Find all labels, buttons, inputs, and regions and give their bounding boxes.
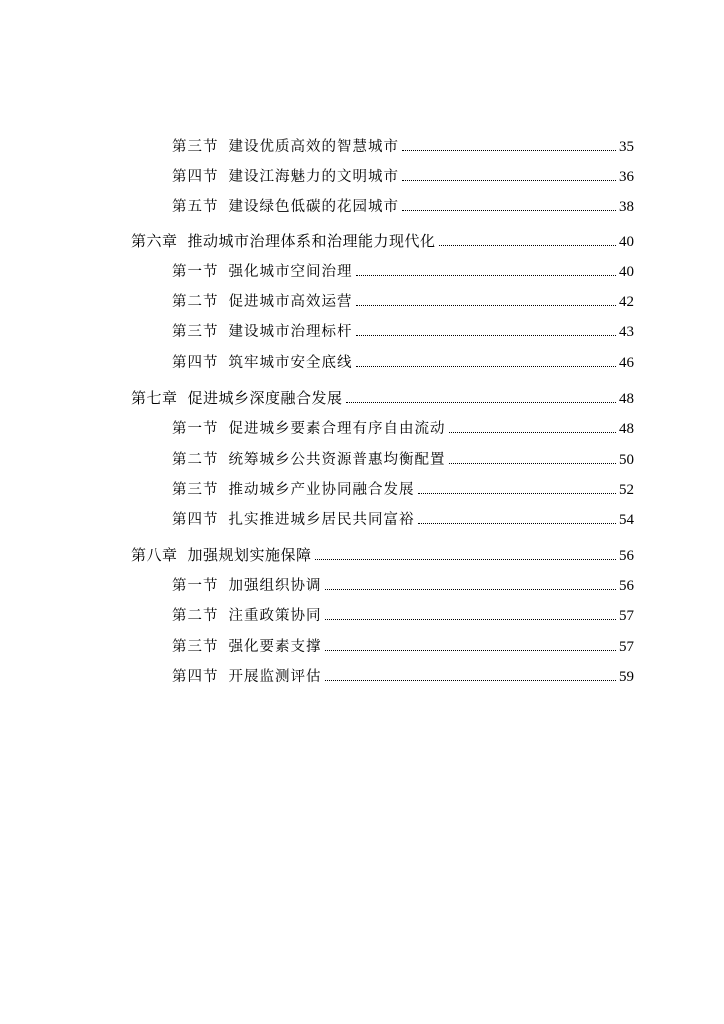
toc-section-entry[interactable] <box>172 167 634 187</box>
toc-section-entry[interactable] <box>172 292 634 312</box>
toc-page-number: 43 <box>619 324 634 340</box>
toc-leader-dots <box>356 275 617 276</box>
toc-entry-title: 第一节 加强组织协调 <box>172 578 322 594</box>
toc-section-entry[interactable] <box>172 576 634 596</box>
toc-entry-title: 第三节 建设城市治理标杆 <box>172 324 353 340</box>
toc-leader-dots <box>449 432 617 433</box>
toc-entry-title: 第六章 推动城市治理体系和治理能力现代化 <box>131 232 436 250</box>
toc-section-entry[interactable] <box>172 353 634 373</box>
toc-entry-title: 第四节 扎实推进城乡居民共同富裕 <box>172 512 415 528</box>
toc-section-entry[interactable] <box>172 480 634 500</box>
toc-page-number: 56 <box>619 548 634 564</box>
toc-section-entry[interactable] <box>172 262 634 282</box>
toc-entry-title: 第五节 建设绿色低碳的花园城市 <box>172 199 399 215</box>
toc-chapter-entry[interactable] <box>131 545 634 566</box>
toc-leader-dots <box>346 402 616 403</box>
toc-page-number: 48 <box>619 421 634 437</box>
toc-entry-title: 第二节 促进城市高效运营 <box>172 294 353 310</box>
toc-page-number: 36 <box>619 169 634 185</box>
toc-leader-dots <box>325 650 617 651</box>
toc-entry-title: 第七章 促进城乡深度融合发展 <box>131 389 343 407</box>
toc-page-number: 50 <box>619 452 634 468</box>
toc-page-number: 59 <box>619 669 634 685</box>
toc-leader-dots <box>325 589 617 590</box>
toc-leader-dots <box>356 335 617 336</box>
toc-leader-dots <box>402 180 616 181</box>
toc-leader-dots <box>449 463 617 464</box>
toc-page-number: 57 <box>619 608 634 624</box>
toc-entry-title: 第二节 统筹城乡公共资源普惠均衡配置 <box>172 452 446 468</box>
toc-section-entry[interactable] <box>172 197 634 217</box>
toc-leader-dots <box>356 305 617 306</box>
toc-leader-dots <box>439 245 616 246</box>
toc-leader-dots <box>418 523 617 524</box>
toc-page-number: 38 <box>619 199 634 215</box>
toc-leader-dots <box>356 366 617 367</box>
toc-leader-dots <box>402 210 616 211</box>
toc-entry-title: 第八章 加强规划实施保障 <box>131 546 312 564</box>
toc-leader-dots <box>418 493 617 494</box>
toc-entry-title: 第三节 建设优质高效的智慧城市 <box>172 139 399 155</box>
toc-page-number: 40 <box>619 234 634 250</box>
toc-page-number: 35 <box>619 139 634 155</box>
toc-entry-title: 第三节 推动城乡产业协同融合发展 <box>172 482 415 498</box>
toc-page-number: 52 <box>619 482 634 498</box>
toc-page-number: 40 <box>619 264 634 280</box>
toc-leader-dots <box>325 619 617 620</box>
toc-entry-title: 第一节 促进城乡要素合理有序自由流动 <box>172 421 446 437</box>
toc-leader-dots <box>402 150 616 151</box>
toc-entry-title: 第四节 筑牢城市安全底线 <box>172 355 353 371</box>
toc-page-number: 42 <box>619 294 634 310</box>
toc-entry-title: 第一节 强化城市空间治理 <box>172 264 353 280</box>
toc-entry-title: 第二节 注重政策协同 <box>172 608 322 624</box>
toc-page-number: 48 <box>619 391 634 407</box>
toc-page-number: 54 <box>619 512 634 528</box>
toc-entry-title: 第三节 强化要素支撑 <box>172 639 322 655</box>
toc-section-entry[interactable] <box>172 450 634 470</box>
toc-leader-dots <box>315 559 616 560</box>
toc-chapter-entry[interactable] <box>131 388 634 409</box>
toc-section-entry[interactable] <box>172 606 634 626</box>
toc-section-entry[interactable] <box>172 322 634 342</box>
toc-chapter-entry[interactable] <box>131 231 634 252</box>
toc-entry-title: 第四节 建设江海魅力的文明城市 <box>172 169 399 185</box>
toc-page-number: 56 <box>619 578 634 594</box>
toc-section-entry[interactable] <box>172 419 634 439</box>
toc-section-entry[interactable] <box>172 667 634 687</box>
toc-section-entry[interactable] <box>172 137 634 157</box>
toc-leader-dots <box>325 680 617 681</box>
toc-page-number: 57 <box>619 639 634 655</box>
toc-section-entry[interactable] <box>172 510 634 530</box>
toc-section-entry[interactable] <box>172 637 634 657</box>
toc-entry-title: 第四节 开展监测评估 <box>172 669 322 685</box>
toc-page-number: 46 <box>619 355 634 371</box>
